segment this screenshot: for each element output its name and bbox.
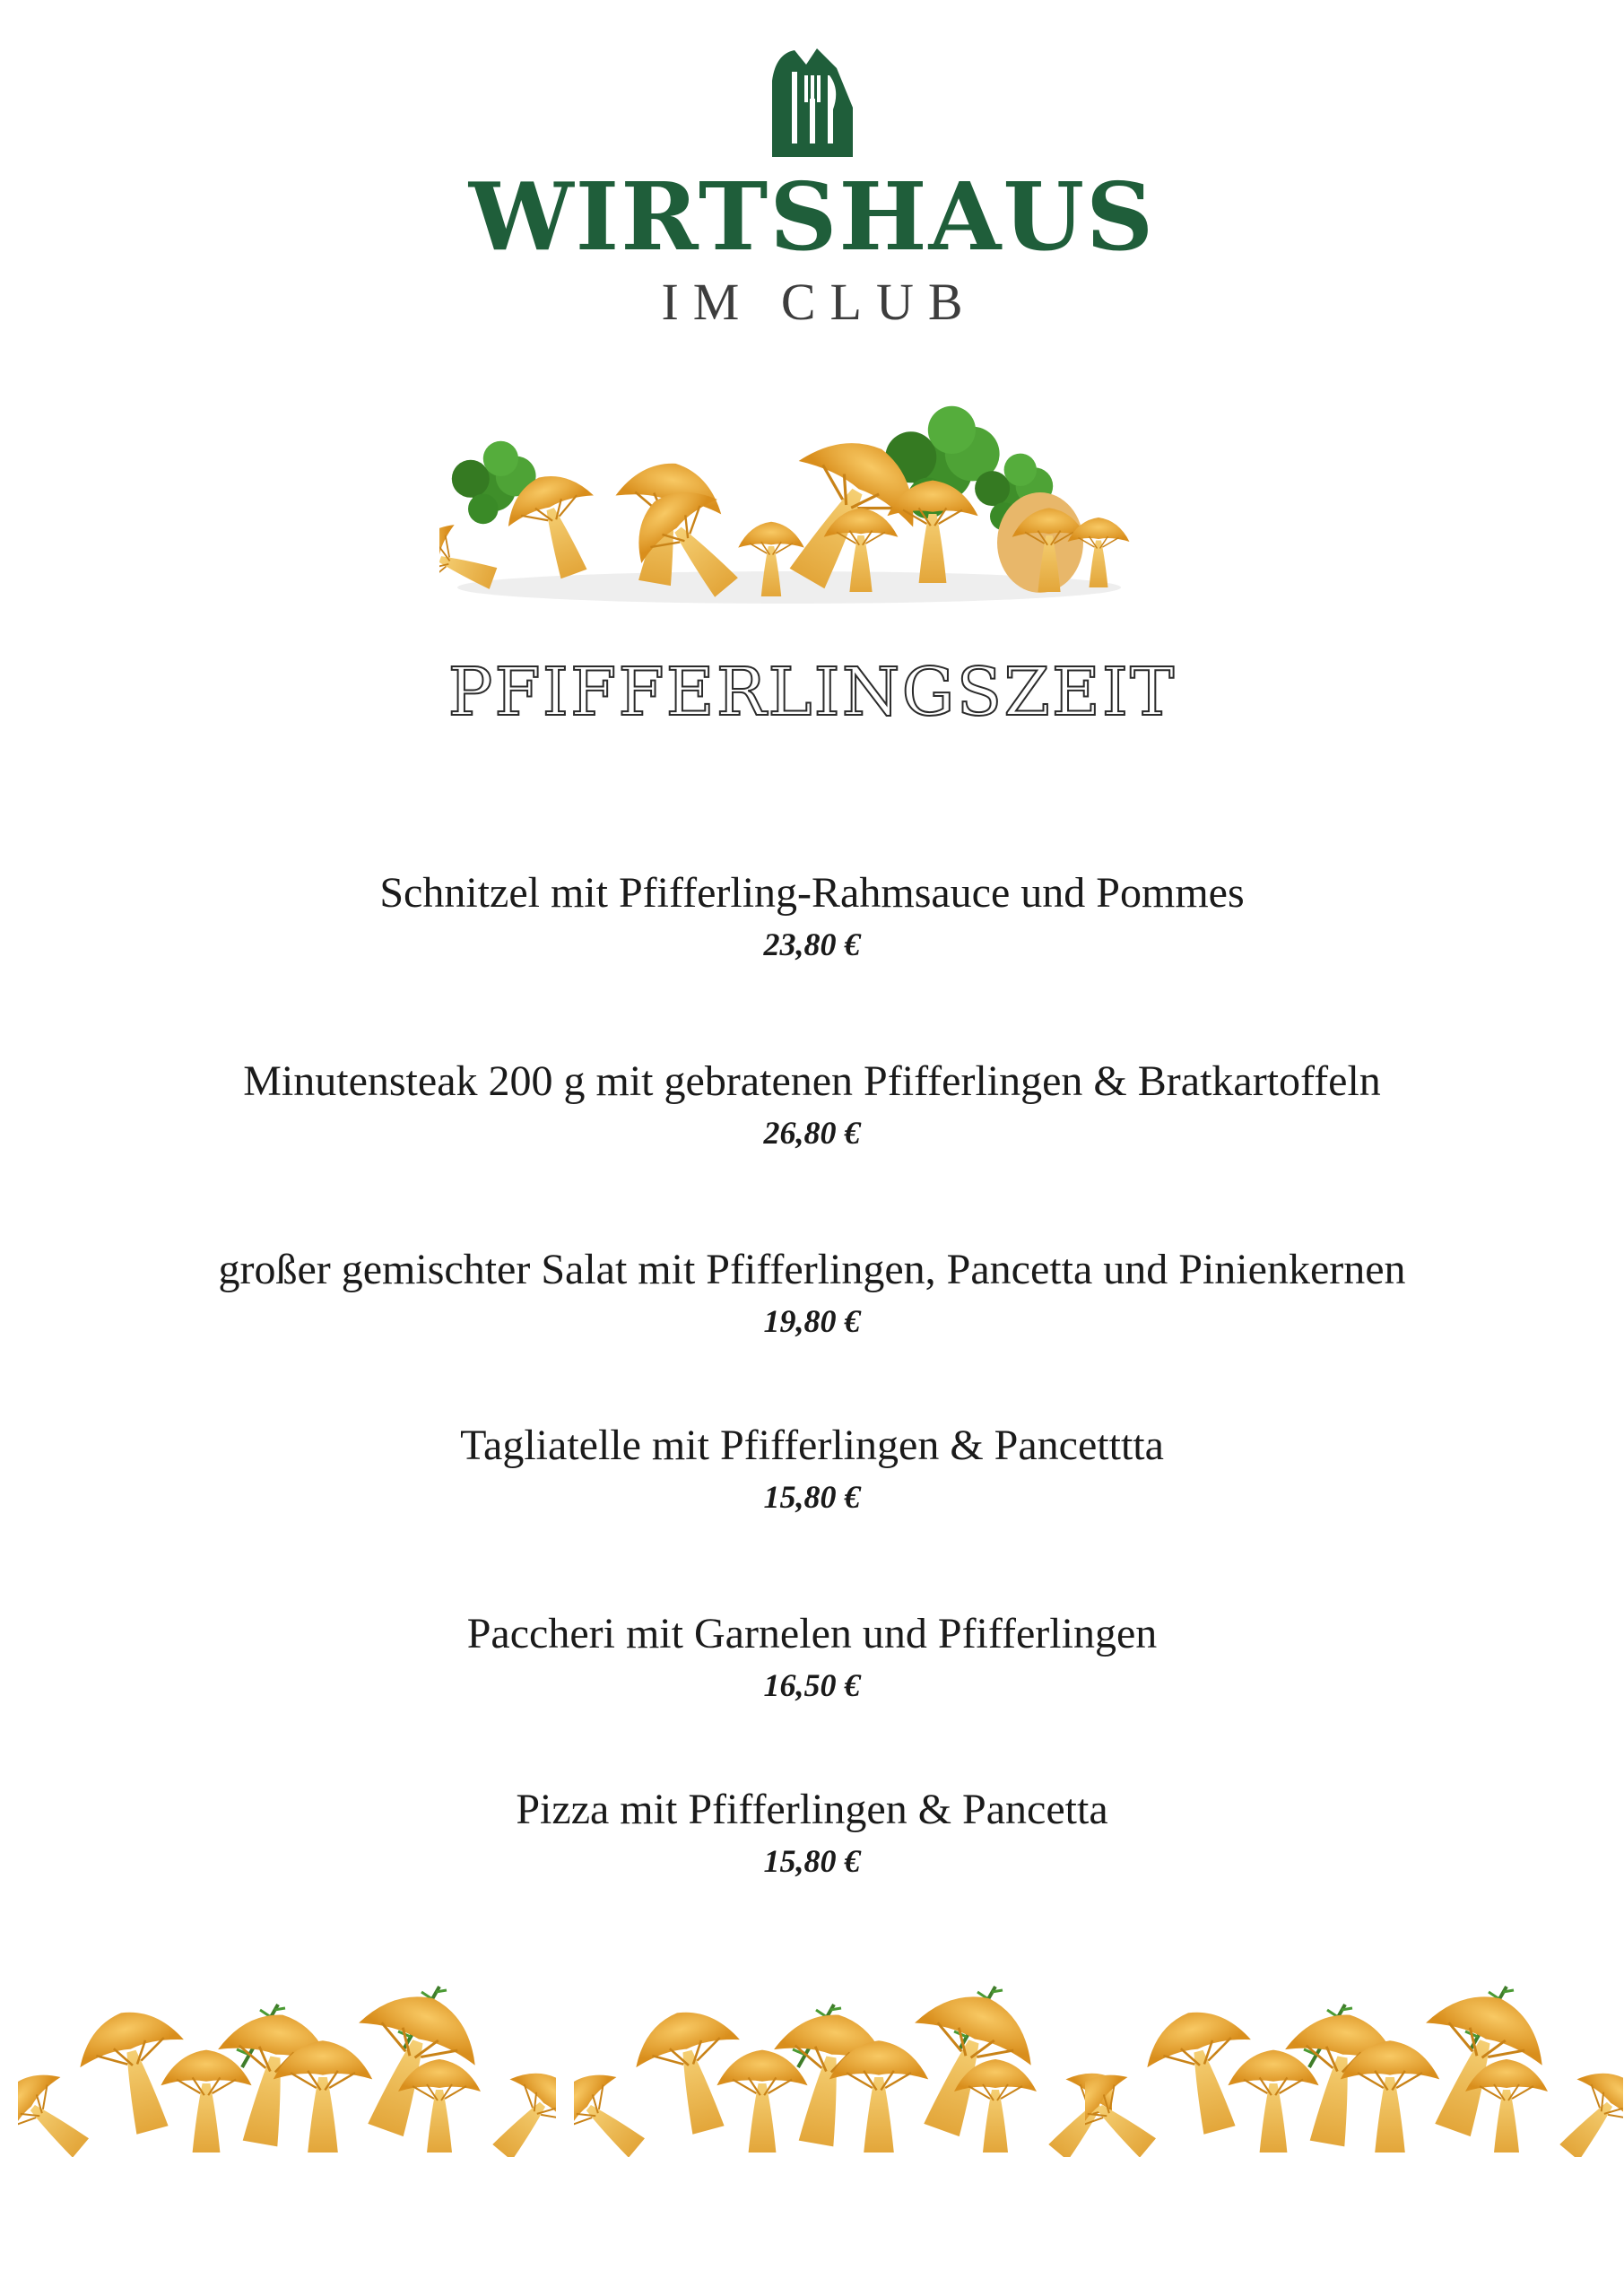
menu-item-price: 23,80 € — [763, 926, 861, 963]
menu-heading: PFIFFERLINGSZEIT — [447, 654, 1177, 731]
menu-item — [0, 1609, 1624, 1705]
menu-item — [0, 868, 1624, 964]
restaurant-logo — [0, 45, 1624, 331]
menu-item-name: Paccheri mit Garnelen und Pfifferlingen — [466, 1610, 1158, 1657]
menu-item — [0, 1785, 1624, 1881]
menu-item-price: 15,80 € — [763, 1479, 861, 1516]
chanterelle-mushrooms-with-parsley-image — [439, 372, 1139, 610]
logo-subtitle: IM CLUB — [661, 273, 977, 331]
menu-item-price: 16,50 € — [763, 1667, 861, 1704]
chanterelle-mushrooms-image — [574, 1951, 1112, 2157]
logo-title: WIRTSHAUS — [468, 161, 1156, 272]
chanterelle-mushrooms-image — [18, 1951, 556, 2157]
menu-item — [0, 1421, 1624, 1517]
menu-item-price: 15,80 € — [763, 1843, 861, 1880]
menu-item-name: Pizza mit Pfifferlingen & Pancetta — [516, 1786, 1108, 1833]
menu-item-price: 19,80 € — [763, 1303, 861, 1340]
menu-item — [0, 1245, 1624, 1341]
menu-item-name: Tagliatelle mit Pfifferlingen & Pancetttta — [460, 1422, 1164, 1469]
menu-item-name: Minutensteak 200 g mit gebratenen Pfifferlingen & Bratkartoffeln — [243, 1057, 1381, 1105]
menu-item-name: Schnitzel mit Pfifferling-Rahmsauce und Pommes — [379, 869, 1245, 917]
menu-item-name: großer gemischter Salat mit Pfifferlingen, Pancetta und Pinienkernen — [218, 1246, 1406, 1293]
chanterelle-mushrooms-image — [1085, 1951, 1623, 2157]
menu-item-price: 26,80 € — [763, 1115, 861, 1152]
menu-item — [0, 1057, 1624, 1152]
mountain-cutlery-logo-icon — [754, 45, 871, 161]
